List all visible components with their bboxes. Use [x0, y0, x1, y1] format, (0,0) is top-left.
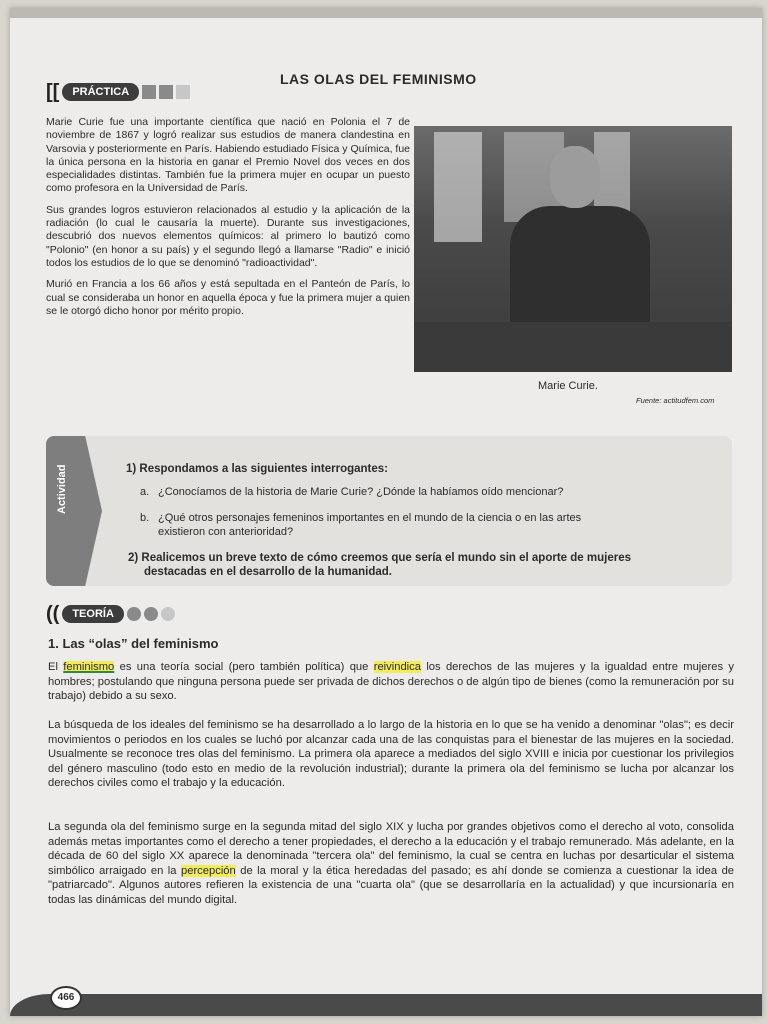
activity-box — [46, 436, 732, 586]
intro-paragraph: Marie Curie fue una importante científica que nació en Polonia el 7 de noviembre de 1867 y logró realizar sus estudios de manera clandestina en Varsovia y posteriormente en París. Habiendo estudiado Física y Química, fue la única persona en la historia en ganar el Premio Novel dos veces en dos especialidades distintas. También fue la primera mujer en ocupar un puesto como profesora en la Universidad de París. — [46, 116, 410, 195]
intro-text — [46, 116, 410, 326]
photo-caption: Marie Curie. — [538, 380, 598, 392]
square-icon — [159, 85, 173, 99]
page-number: 466 — [50, 986, 82, 1010]
activity-label: Actividad — [56, 464, 68, 514]
marie-curie-photo — [414, 126, 732, 372]
teoria-paragraph-2: La búsqueda de los ideales del feminismo se ha desarrollado a lo largo de la historia en lo que se ha venido a denominar "olas"; es decir movimientos o periodos en los cuales se luchó por alcanzar cada una de las conquistas para el bienestar de las mujeres en la sociedad. Usualmente se reconoce tres olas del feminismo. La primera ola aparece a mediados del siglo XVIII e inicia por cuestionar los privilegios del género masculino (todo esto en medio de la revolución industrial); durante la primera ola del feminismo se lucha por alcanzar los derechos civiles como el trabajo y la educación. — [48, 719, 734, 790]
teoria-label: TEORÍA — [62, 605, 124, 623]
practica-label: PRÁCTICA — [62, 83, 139, 101]
circle-icon — [144, 607, 158, 621]
bracket-icon: [[ — [46, 81, 60, 103]
bottom-strip — [10, 994, 762, 1016]
teoria-paragraph-3: La segunda ola del feminismo surge en la segunda mitad del siglo XIX y lucha por grandes objetivos como el derecho al voto, consolida además metas importantes como el derecho a tener propiedades, el derecho a la educación y el trabajo remunerado. Más adelante, en la década de 60 del siglo XX aparece la denominada "tercera ola" del feminismo, la cual se centra en luchas por desarticular el sistema simbólico arraigado en la percepción de la moral y la ética heredadas del pasado; es ahí donde se comienza a cuestionar la idea de "patriarcado". Algunos autores refieren la existencia de una "cuarta ola" (que se desarrollaría en la actualidad) y que incursionaría en todas las dinámicas del mundo digital. — [48, 821, 735, 906]
teoria-tag — [46, 605, 175, 623]
circle-icon — [127, 607, 141, 621]
bracket-icon: (( — [46, 603, 60, 625]
square-icon — [142, 85, 156, 99]
textbook-page — [10, 8, 762, 1016]
teoria-paragraph-1: El feminismo es una teoría social (pero también política) que reivindica los derechos de las mujeres y la igualdad entre mujeres y hombres; postulando que ninguna persona puede ser privada de dichos derechos o de algún tipo de bienes (como la remuneración por su trabajo) debido a su sexo. — [48, 661, 734, 703]
intro-paragraph: Murió en Francia a los 66 años y está sepultada en el Panteón de París, lo cual se consideraba un honor en aquella época y fue la primera mujer a quien se le otorgó dicho honor por mérito propio. — [46, 278, 410, 317]
top-strip — [10, 8, 762, 18]
section-heading: 1. Las “olas” del feminismo — [48, 636, 219, 651]
intro-paragraph: Sus grandes logros estuvieron relacionados al estudio y la aplicación de la radiación (lo cual le causaría la muerte). Durante sus investigaciones, descubrió dos nuevos elementos químicos: al primero lo bautizó como "Polonio" (en honor a su país) y el segundo llegó a llamarse "Radio" e inició todos los estudios de lo que se denominó "radioactividad". — [46, 203, 410, 269]
question-1b: b. ¿Qué otros personajes femeninos importantes en el mundo de la ciencia o en las artes existieron con anterioridad? — [140, 512, 582, 538]
square-icon — [176, 85, 190, 99]
activity-arrow — [46, 436, 102, 586]
photo-source: Fuente: actitudfem.com — [636, 396, 715, 405]
question-1: 1) Respondamos a las siguientes interrogantes: — [126, 463, 389, 475]
question-1a: a. ¿Conocíamos de la historia de Marie Curie? ¿Dónde la habíamos oído mencionar? — [140, 486, 564, 498]
page-title: LAS OLAS DEL FEMINISMO — [280, 71, 477, 87]
question-2: 2) Realicemos un breve texto de cómo creemos que sería el mundo sin el aporte de mujeres destacadas en el desarrollo de la humanidad. — [128, 552, 631, 578]
circle-icon — [161, 607, 175, 621]
practica-tag — [46, 83, 190, 101]
